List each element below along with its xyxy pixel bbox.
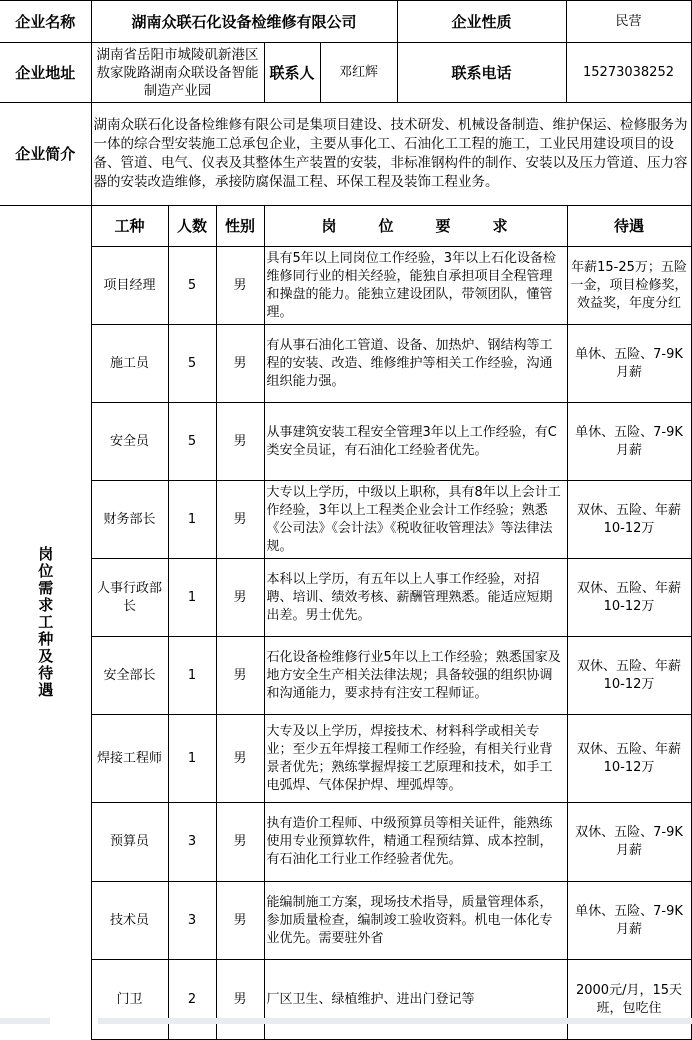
job-benefits: 双休、五险、7-9K月薪 <box>567 803 691 882</box>
company-intro-label: 企业简介 <box>0 103 91 206</box>
job-gender: 男 <box>216 960 264 1040</box>
job-count: 1 <box>168 715 216 803</box>
job-count: 1 <box>168 637 216 715</box>
company-intro: 湖南众联石化设备检维修有限公司是集项目建设、技术研发、机械设备制造、维护保运、检修服务为一体的综合型安装施工总承包企业，主要从事化工、石油化工工程的施工，工业民用建设项目的设备、管道、电气、仪表及其整体生产装置的安装，非标准钢构件的制作、安装以及压力管道、压力容器的安装改造维修，承接防腐保温工程、环保工程及装饰工程业务。 <box>91 103 691 206</box>
job-requirements: 大专及以上学历，焊接技术、材料科学或相关专业；至少五年焊接工程师工作经验，有相关行业背景者优先；熟练掌握焊接工艺原理和技术，如手工电弧焊、气体保护焊、埋弧焊等。 <box>264 715 567 803</box>
job-requirements: 大专以上学历，中级以上职称，具有8年以上会计工作经验，3年以上工程类企业会计工作经验；熟悉《公司法》《会计法》《税收征收管理法》等法律法规。 <box>264 481 567 559</box>
job-benefits: 年薪15-25万；五险一金，项目检修奖，效益奖，年度分红 <box>567 247 691 325</box>
contact-label: 联系人 <box>264 43 320 103</box>
job-requirements: 有从事石油化工管道、设备、加热炉、钢结构等工程的安装、改造、维修维护等相关工作经验，沟通组织能力强。 <box>264 325 567 403</box>
job-gender: 男 <box>216 882 264 960</box>
job-benefits: 双休、五险、年薪10-12万 <box>567 715 691 803</box>
job-type: 项目经理 <box>91 247 168 325</box>
header-requirements: 岗位要求 <box>264 206 567 247</box>
table-row <box>0 247 691 325</box>
job-type: 人事行政部长 <box>91 559 168 637</box>
job-gender: 男 <box>216 481 264 559</box>
job-type: 施工员 <box>91 325 168 403</box>
job-count: 3 <box>168 882 216 960</box>
job-requirements: 能编制施工方案，现场技术指导，质量管理体系，参加质量检查，编制竣工验收资料。机电一体化专业优先。需要驻外省 <box>264 882 567 960</box>
table-row <box>0 559 691 637</box>
job-type: 安全部长 <box>91 637 168 715</box>
job-requirements: 厂区卫生、绿植维护、进出门登记等 <box>264 960 567 1040</box>
table-row <box>0 960 691 1040</box>
job-count: 5 <box>168 325 216 403</box>
job-gender: 男 <box>216 325 264 403</box>
company-address-label: 企业地址 <box>0 43 91 103</box>
header-benefits: 待遇 <box>567 206 691 247</box>
job-benefits: 单休、五险、7-9K月薪 <box>567 882 691 960</box>
job-benefits: 2000元/月，15天班，包吃住 <box>567 960 691 1040</box>
job-benefits: 单休、五险、7-9K月薪 <box>567 325 691 403</box>
job-count: 3 <box>168 803 216 882</box>
phone-label: 联系电话 <box>397 43 566 103</box>
job-requirements: 本科以上学历，有五年以上人事工作经验，对招聘、培训、绩效考核、薪酬管理熟悉。能适应短期出差。男士优先。 <box>264 559 567 637</box>
header-job-type: 工种 <box>91 206 168 247</box>
job-count: 5 <box>168 403 216 481</box>
company-nature-label: 企业性质 <box>397 1 566 43</box>
job-requirements: 具有5年以上同岗位工作经验，3年以上石化设备检维修同行业的相关经验，能独自承担项目全程管理和操盘的能力。能独立建设团队，带领团队，懂管理。 <box>264 247 567 325</box>
job-requirements: 执有造价工程师、中级预算员等相关证件，能熟练使用专业预算软件，精通工程预结算、成本控制，有石油化工行业工作经验者优先。 <box>264 803 567 882</box>
company-address: 湖南省岳阳市城陵矶新港区敖家陇路湖南众联设备智能制造产业园 <box>91 43 264 103</box>
job-requirements: 石化设备检维修行业5年以上工作经验；熟悉国家及地方安全生产相关法律法规；具备较强的组织协调和沟通能力，要求持有注安工程师证。 <box>264 637 567 715</box>
jobs-section-label: 岗位需求工种及待遇 <box>36 546 55 700</box>
company-nature: 民营 <box>566 1 691 43</box>
job-type: 焊接工程师 <box>91 715 168 803</box>
table-row <box>0 325 691 403</box>
phone-number: 15273038252 <box>566 43 691 103</box>
job-type: 财务部长 <box>91 481 168 559</box>
job-count: 1 <box>168 559 216 637</box>
company-name: 湖南众联石化设备检维修有限公司 <box>91 1 397 43</box>
table-row <box>0 637 691 715</box>
jobs-section-label-cell <box>0 206 91 1040</box>
job-gender: 男 <box>216 247 264 325</box>
job-benefits: 双休、五险、年薪10-12万 <box>567 637 691 715</box>
horizontal-scrollbar-left[interactable] <box>0 1018 50 1024</box>
table-row <box>0 803 691 882</box>
job-gender: 男 <box>216 715 264 803</box>
header-gender: 性别 <box>216 206 264 247</box>
company-info-table <box>0 0 692 206</box>
table-row <box>0 882 691 960</box>
jobs-header-row <box>0 206 691 247</box>
job-count: 5 <box>168 247 216 325</box>
company-name-label: 企业名称 <box>0 1 91 43</box>
contact-name: 邓红辉 <box>320 43 397 103</box>
job-count: 1 <box>168 481 216 559</box>
job-requirements: 从事建筑安装工程安全管理3年以上工作经验，有C类安全员证，有石油化工经验者优先。 <box>264 403 567 481</box>
horizontal-scrollbar-track[interactable] <box>98 1018 692 1024</box>
job-type: 技术员 <box>91 882 168 960</box>
table-row <box>0 715 691 803</box>
job-type: 安全员 <box>91 403 168 481</box>
job-benefits: 单休、五险、7-9K月薪 <box>567 403 691 481</box>
job-gender: 男 <box>216 403 264 481</box>
job-benefits: 双休、五险、年薪10-12万 <box>567 481 691 559</box>
header-count: 人数 <box>168 206 216 247</box>
table-row <box>0 481 691 559</box>
job-type: 预算员 <box>91 803 168 882</box>
job-benefits: 双休、五险、年薪10-12万 <box>567 559 691 637</box>
job-type: 门卫 <box>91 960 168 1040</box>
job-gender: 男 <box>216 637 264 715</box>
job-gender: 男 <box>216 559 264 637</box>
job-gender: 男 <box>216 803 264 882</box>
job-count: 2 <box>168 960 216 1040</box>
jobs-table <box>0 205 692 1040</box>
table-row <box>0 403 691 481</box>
